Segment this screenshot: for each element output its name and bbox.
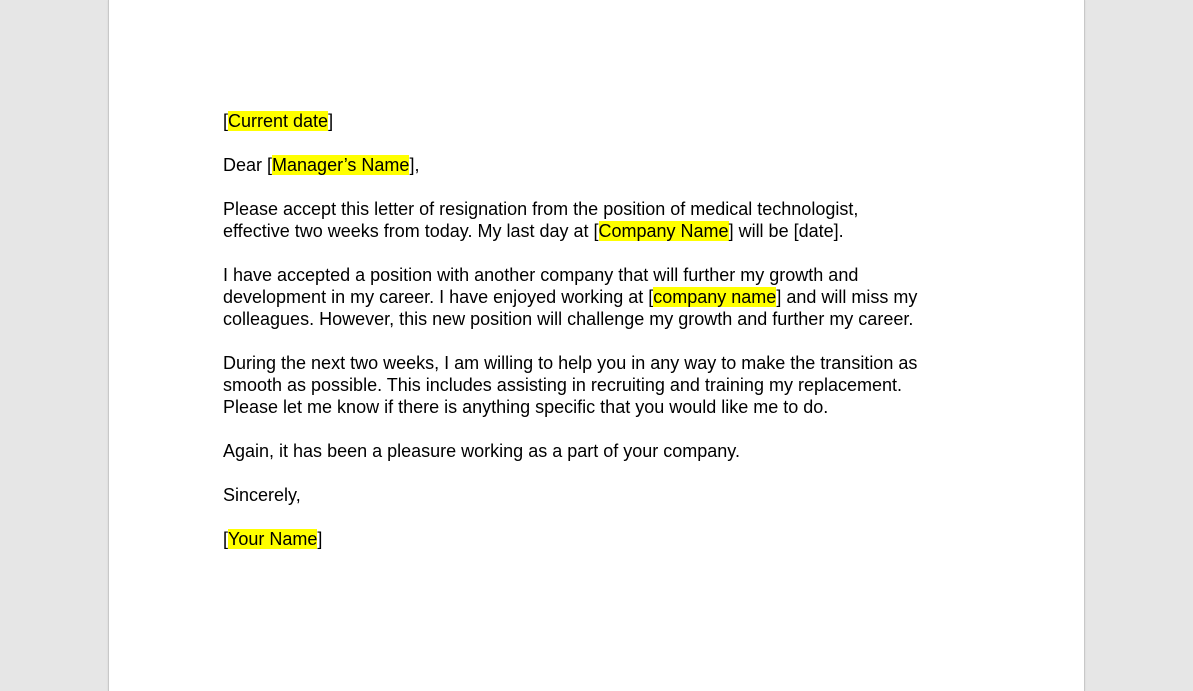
your-name-placeholder: Your Name (228, 529, 318, 549)
paragraph-transition-line-3: Please let me know if there is anything specific that you would like me to do. (223, 397, 829, 417)
paragraph-new-position-line-2-suffix: ] and will miss my (776, 287, 918, 307)
paragraph-resignation-line-2-suffix: ] will be [date]. (728, 221, 844, 241)
salutation-prefix: Dear [ (223, 155, 273, 175)
closing-line: Sincerely, (223, 485, 301, 505)
paragraph-new-position-line-3: colleagues. However, this new position will challenge my growth and further my career. (223, 309, 914, 329)
paragraph-thanks-line-1: Again, it has been a pleasure working as a part of your company. (223, 441, 740, 461)
company-name-lowercase-placeholder: company name (653, 287, 777, 307)
letter-body[interactable] (223, 110, 983, 572)
signature-close-bracket: ] (317, 529, 323, 549)
paragraph-resignation-line-1: Please accept this letter of resignation from the position of medical technologist, (223, 199, 859, 219)
date-open-bracket: [ (223, 111, 229, 131)
salutation-line (223, 154, 983, 176)
date-line (223, 110, 983, 132)
paragraph-new-position-line-1: I have accepted a position with another company that will further my growth and (223, 265, 859, 285)
paragraph-resignation (223, 198, 983, 242)
paragraph-thanks (223, 440, 983, 462)
current-date-placeholder: Current date (228, 111, 329, 131)
paragraph-new-position-line-2-prefix: development in my career. I have enjoyed working at [ (223, 287, 654, 307)
document-page (108, 0, 1085, 691)
date-close-bracket: ] (328, 111, 334, 131)
company-name-placeholder: Company Name (598, 221, 729, 241)
paragraph-transition (223, 352, 983, 418)
salutation-suffix: ], (409, 155, 420, 175)
signature-open-bracket: [ (223, 529, 229, 549)
paragraph-transition-line-1: During the next two weeks, I am willing to help you in any way to make the transition as (223, 353, 918, 373)
paragraph-new-position (223, 264, 983, 330)
paragraph-resignation-line-2-prefix: effective two weeks from today. My last day at [ (223, 221, 599, 241)
manager-name-placeholder: Manager’s Name (272, 155, 410, 175)
signature-line (223, 528, 983, 550)
paragraph-transition-line-2: smooth as possible. This includes assisting in recruiting and training my replacement. (223, 375, 902, 395)
